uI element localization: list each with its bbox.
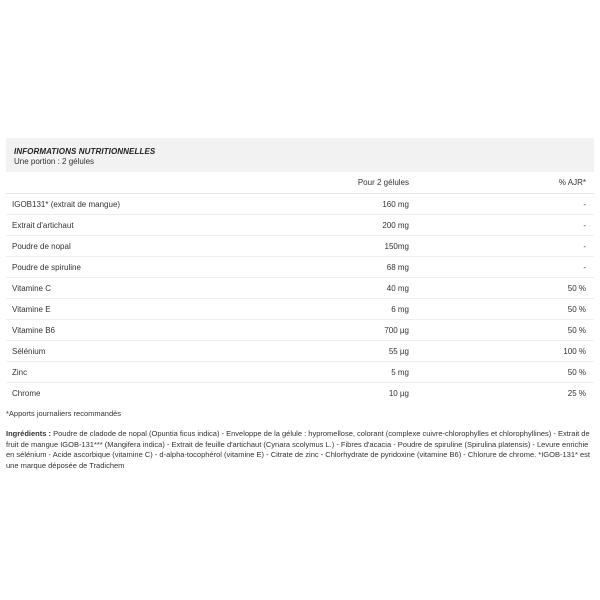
- table-row: [6, 362, 594, 383]
- nutrient-ajr: 100 %: [563, 346, 586, 356]
- nutrient-ajr: 25 %: [567, 389, 586, 398]
- nutrition-title: INFORMATIONS NUTRITIONNELLES: [14, 147, 156, 156]
- ingredients-paragraph: [6, 429, 594, 471]
- nutrient-ajr: -: [583, 199, 586, 209]
- nutrient-name: Chrome: [12, 389, 41, 398]
- nutrient-name: Zinc: [12, 367, 28, 377]
- nutrient-portion: 150mg: [384, 241, 409, 251]
- nutrient-portion: 68 mg: [386, 262, 409, 272]
- nutrient-name: Vitamine C: [12, 283, 51, 293]
- table-header: [6, 172, 594, 194]
- table-row: [6, 278, 594, 299]
- nutrient-name: Poudre de nopal: [12, 241, 71, 251]
- table-row: [6, 236, 594, 257]
- table-row: [6, 341, 594, 362]
- nutrient-portion: 160 mg: [382, 199, 409, 209]
- table-row: [6, 383, 594, 404]
- column-header-ajr: % AJR*: [558, 178, 586, 187]
- ajr-footnote: *Apports journaliers recommandés: [6, 409, 122, 418]
- nutrient-name: Poudre de spiruline: [12, 262, 81, 272]
- table-row: [6, 299, 594, 320]
- nutrient-ajr: -: [583, 262, 586, 272]
- nutrient-name: Vitamine B6: [12, 325, 55, 335]
- nutrient-ajr: 50 %: [567, 325, 586, 335]
- table-row: [6, 194, 594, 215]
- nutrient-name: Extrait d'artichaut: [12, 220, 74, 230]
- nutrient-name: Sélénium: [12, 346, 46, 356]
- nutrient-name: Vitamine E: [12, 304, 51, 314]
- nutrient-ajr: -: [583, 220, 586, 230]
- nutrient-ajr: 50 %: [567, 304, 586, 314]
- table-row: [6, 257, 594, 278]
- nutrient-portion: 55 µg: [388, 346, 409, 356]
- nutrition-table-body: [6, 194, 594, 404]
- ingredients-text: Poudre de cladode de nopal (Opuntia ficus indica) - Enveloppe de la gélule : hypromellose, colorant (complexe cuivre-chlorophylles et chlorophyllines) - Extrait de fruit de mangue IGOB-131*** (Mangifera indica) - Extrait de feuille d'artichaut (Cynara scolymus L.) - Fibres d'acacia - Poudre de spiruline (Spirulina platensis) - Levure enrichie en sélénium - Acide ascorbique (vitamine C) - d-alpha-tocophérol (vitamine E) - Citrate de zinc - Chlorhydrate de pyridoxine (vitamine B6) - Chlorure de chrome. *IGOB-131* est une marque déposée de Tradichem: [6, 429, 591, 470]
- table-row: [6, 320, 594, 341]
- nutrient-portion: 700 µg: [384, 325, 409, 335]
- nutrient-ajr: 50 %: [567, 283, 586, 293]
- ingredients-label: Ingrédients :: [6, 429, 52, 438]
- nutrient-ajr: 50 %: [567, 367, 586, 377]
- nutrient-portion: 5 mg: [391, 367, 409, 377]
- column-header-portion: Pour 2 gélules: [357, 178, 409, 187]
- nutrient-portion: 10 µg: [388, 389, 409, 398]
- nutrition-header: [6, 138, 594, 172]
- table-row: [6, 215, 594, 236]
- nutrient-ajr: -: [583, 241, 586, 251]
- nutrient-portion: 200 mg: [382, 220, 409, 230]
- nutrient-portion: 40 mg: [386, 283, 409, 293]
- portion-subtitle: Une portion : 2 gélules: [14, 157, 95, 166]
- nutrient-name: IGOB131* (extrait de mangue): [12, 199, 121, 209]
- nutrient-portion: 6 mg: [391, 304, 409, 314]
- nutrition-panel: [6, 138, 594, 471]
